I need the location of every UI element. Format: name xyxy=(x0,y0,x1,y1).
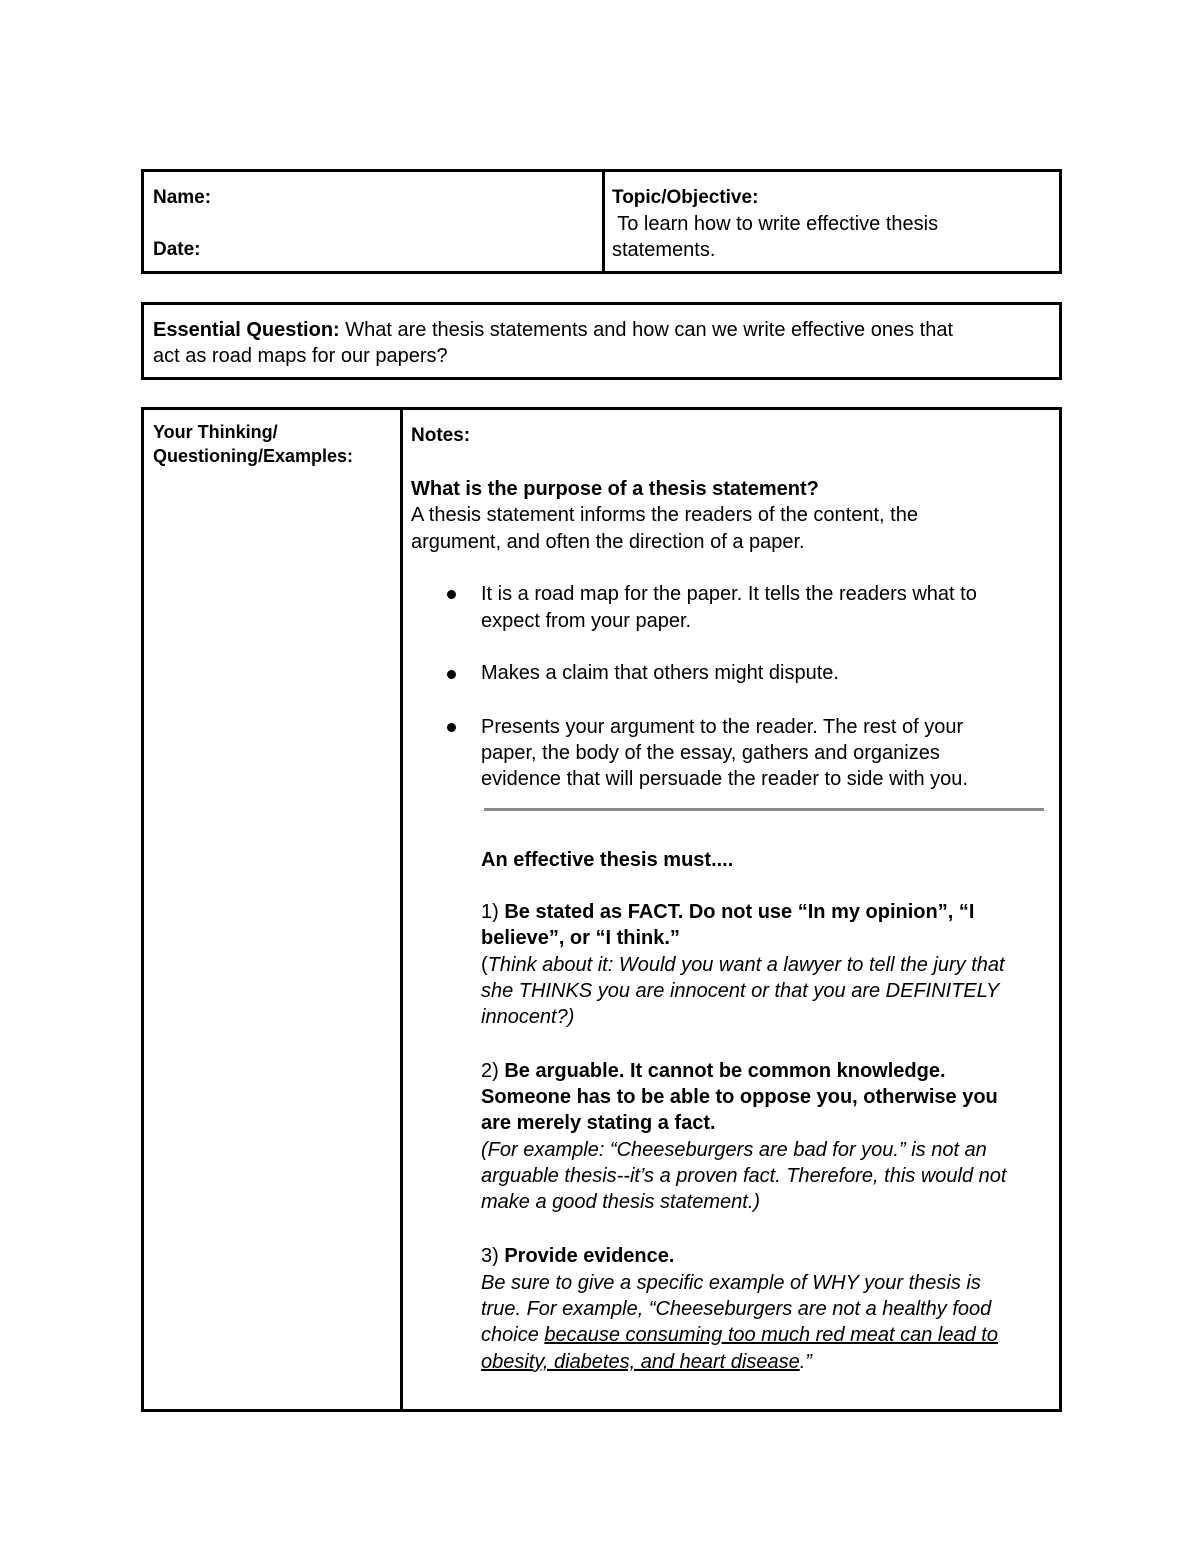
item-3-line-1 xyxy=(481,1243,674,1269)
bullet-1-line-1: It is a road map for the paper. It tells the readers what to xyxy=(481,583,977,605)
bullet-dot-3 xyxy=(447,723,456,732)
purpose-heading: What is the purpose of a thesis statement? xyxy=(411,478,819,500)
item-2-italic-3: make a good thesis statement.) xyxy=(481,1191,761,1213)
purpose-line-1: A thesis statement informs the readers of the content, the xyxy=(411,504,918,526)
item-3-italic-3 xyxy=(481,1322,998,1348)
item-2-number: 2) xyxy=(481,1060,505,1082)
item-3-italic-4 xyxy=(481,1349,812,1375)
item-1-open-paren: ( xyxy=(481,954,488,976)
essential-question-text: What are thesis statements and how can we write effective ones that xyxy=(339,319,953,341)
item-1-bold-2: believe”, or “I think.” xyxy=(481,927,680,949)
item-2-line-1 xyxy=(481,1058,946,1084)
item-3-end-quote: .” xyxy=(799,1351,812,1373)
horizontal-rule xyxy=(484,808,1044,811)
effective-heading: An effective thesis must.... xyxy=(481,849,734,871)
item-2-bold-1: Be arguable. It cannot be common knowledge. xyxy=(504,1060,946,1082)
item-3-underlined-1: because consuming too much red meat can lead to xyxy=(544,1324,998,1346)
topic-line-1: To learn how to write effective thesis xyxy=(612,213,939,235)
item-1-line-1 xyxy=(481,899,974,925)
topic-label: Topic/Objective: xyxy=(612,187,759,208)
essential-question-label: Essential Question: xyxy=(153,319,340,341)
bullet-3-line-1: Presents your argument to the reader. The rest of your xyxy=(481,716,964,738)
bullet-dot-2 xyxy=(447,670,456,679)
bullet-2-line-1: Makes a claim that others might dispute. xyxy=(481,662,839,684)
purpose-line-2: argument, and often the direction of a paper. xyxy=(411,531,805,553)
date-label: Date: xyxy=(153,239,201,260)
item-3-underlined-2: obesity, diabetes, and heart disease xyxy=(481,1351,800,1373)
bullet-dot-1 xyxy=(447,590,456,599)
item-2-bold-2: Someone has to be able to oppose you, otherwise you xyxy=(481,1086,998,1108)
item-1-bold-1: Be stated as FACT. Do not use “In my opinion”, “I xyxy=(504,901,975,923)
item-1-italic-2: she THINKS you are innocent or that you are DEFINITELY xyxy=(481,980,1000,1002)
essential-question-line-1 xyxy=(153,317,953,343)
item-1-italic-3: innocent?) xyxy=(481,1006,575,1028)
item-2-bold-3: are merely stating a fact. xyxy=(481,1112,716,1134)
item-3-italic-1: Be sure to give a specific example of WHY your thesis is xyxy=(481,1272,981,1294)
item-3-plain-text: choice xyxy=(481,1324,545,1346)
thinking-label-line-1: Your Thinking/ xyxy=(153,422,278,442)
topic-line-2: statements. xyxy=(612,239,716,261)
bullet-3-line-3: evidence that will persuade the reader to side with you. xyxy=(481,768,968,790)
item-1-number: 1) xyxy=(481,901,505,923)
essential-question-line-2: act as road maps for our papers? xyxy=(153,345,448,367)
item-3-italic-2: true. For example, “Cheeseburgers are not a healthy food xyxy=(481,1298,992,1320)
item-1-italic-1: Think about it: Would you want a lawyer to tell the jury that xyxy=(487,954,1005,976)
bullet-3-line-2: paper, the body of the essay, gathers and organizes xyxy=(481,742,940,764)
notes-label: Notes: xyxy=(411,425,471,446)
notes-divider xyxy=(400,410,403,1409)
item-2-italic-1: (For example: “Cheeseburgers are bad for you.” is not an xyxy=(481,1139,987,1161)
thinking-label-line-2: Questioning/Examples: xyxy=(153,446,354,466)
item-1-italic-line-1 xyxy=(481,952,1005,978)
bullet-1-line-2: expect from your paper. xyxy=(481,610,692,632)
item-3-number: 3) xyxy=(481,1245,505,1267)
item-2-italic-2: arguable thesis--it’s a proven fact. Therefore, this would not xyxy=(481,1165,1007,1187)
name-label: Name: xyxy=(153,187,212,208)
item-3-bold: Provide evidence. xyxy=(504,1245,675,1267)
header-divider xyxy=(602,172,605,271)
